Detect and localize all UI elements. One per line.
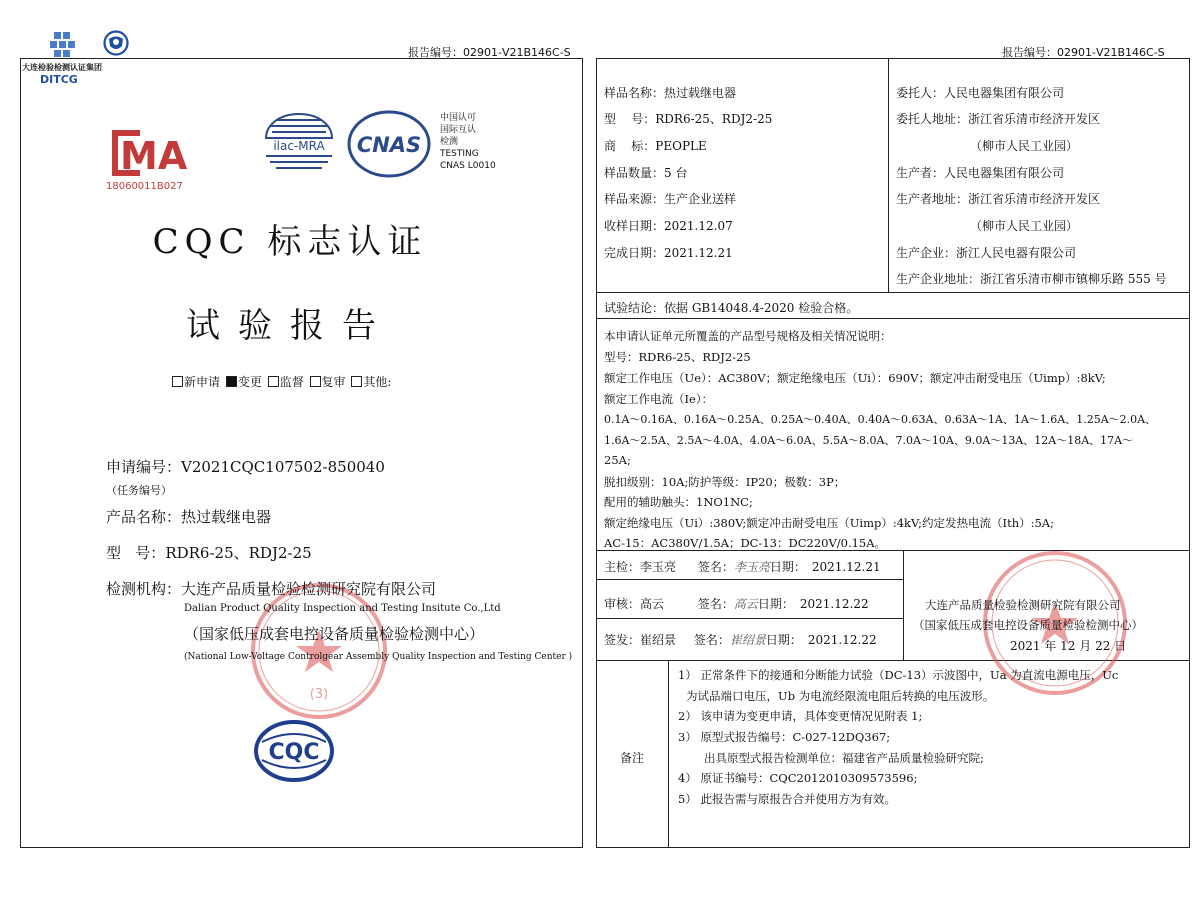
cnas-side-text: 中国认可 国际互认 检测 TESTING CNAS L0010 — [440, 113, 496, 171]
coverage-line: 0.1A～0.16A、0.16A～0.25A、0.25A～0.40A、0.40A～0.63A、0.63A～1A、1A～1.6A、1.25A～2.0A、 — [604, 413, 1157, 426]
remark-line: 1） 正常条件下的接通和分断能力试验（DC-13）示波图中，Ua 为直流电源电压，Uc — [678, 668, 1119, 682]
remark-line: 2） 该申请为变更申请，具体变更情况见附表 1; — [678, 709, 923, 723]
checkbox-new — [172, 376, 183, 387]
client-row: 委托人地址：浙江省乐清市经济开发区 — [896, 112, 1101, 126]
client-row: 委托人：人民电器集团有限公司 — [896, 86, 1065, 100]
checkbox-supervision — [268, 376, 279, 387]
org-name-small: 大连检验检测认证集团 — [22, 63, 102, 72]
coverage-line: AC-15：AC380V/1.5A；DC-13：DC220V/0.15A。 — [604, 536, 887, 550]
coverage-line: 额定绝缘电压（Ui）:380V;额定冲击耐受电压（Uimp）:4kV;约定发热电流（Ith）:5A; — [604, 516, 1054, 530]
sample-row: 商 标：PEOPLE — [604, 139, 707, 153]
coverage-line: 1.6A～2.5A、2.5A～4.0A、4.0A～6.0A、5.5A～8.0A、7.0A～10A、9.0A～13A、12A～18A、17A～ — [604, 434, 1134, 447]
remark-line: 为试品端口电压，Ub 为电流经限流电阻后转换的电压波形。 — [686, 689, 995, 703]
remark-line: 3） 原型式报告编号：C-027-12DQ367; — [678, 730, 891, 744]
red-stamp-left — [248, 580, 390, 722]
cma-number: 18060011B027 — [106, 181, 183, 192]
sample-row: 收样日期：2021.12.07 — [604, 219, 733, 233]
signature-row: 审核：高云 签名：高云日期： 2021.12.22 — [604, 597, 869, 611]
globe-icon — [103, 30, 129, 56]
report-number-right: 报告编号：02901-V21B146C-S — [1002, 46, 1165, 59]
issuing-center: （国家低压成套电控设备质量检验检测中心） — [913, 618, 1143, 632]
sample-row: 样品数量：5 台 — [604, 166, 688, 180]
institution-center: （国家低压成套电控设备质量检验检测中心） — [184, 625, 485, 643]
coverage-line: 额定工作电流（Ie）： — [604, 392, 714, 406]
coverage-line: 配用的辅助触头：1NO1NC; — [604, 495, 753, 509]
sample-row: 型 号：RDR6-25、RDJ2-25 — [604, 112, 773, 126]
coverage-line: 25A; — [604, 453, 631, 467]
remarks-label: 备注 — [620, 751, 645, 765]
report-subtitle: 试验报告 — [186, 306, 394, 346]
application-number: V2021CQC107502-850040 — [181, 458, 385, 476]
cnas-logo-text: CNAS — [356, 133, 422, 157]
model-row: 型 号：RDR6-25、RDJ2-25 — [106, 544, 312, 562]
org-abbreviation: DITCG — [40, 73, 78, 86]
product-name-row: 产品名称：热过载继电器 — [106, 508, 272, 526]
checkbox-change — [226, 376, 237, 387]
remark-line: 出具原型式报告检测单位：福建省产品质量检验研究院; — [704, 751, 984, 765]
report-number: 报告编号：02901-V21B146C-S — [408, 46, 571, 59]
signature-handwriting: 高云 — [733, 597, 758, 611]
task-number-label: （任务编号） — [106, 484, 172, 497]
institution-name: 大连产品质量检验检测研究院有限公司 — [181, 580, 437, 598]
cqc-logo — [252, 718, 336, 784]
checkbox-other — [351, 376, 362, 387]
sample-row: 样品来源：生产企业送样 — [604, 192, 737, 206]
signature-handwriting: 崔绍景 — [729, 633, 766, 647]
coverage-line: 脱扣级别：10A;防护等级：IP20；极数：3P； — [604, 475, 846, 489]
product-name: 热过载继电器 — [181, 508, 272, 526]
ilac-text: ilac-MRA — [273, 139, 325, 153]
sample-row: 样品名称：热过载继电器 — [604, 86, 737, 100]
ilac-mra-logo — [258, 108, 340, 180]
cma-logo-text: MA — [120, 134, 188, 178]
signature-row: 主检：李玉亮 签名：李玉亮日期： 2021.12.21 — [604, 560, 881, 574]
checkbox-review — [310, 376, 321, 387]
cqc-logo-text: CQC — [268, 740, 320, 765]
client-row: （柳市人民工业园） — [970, 139, 1079, 153]
report-title: CQC 标志认证 — [152, 222, 428, 262]
coverage-line: 本申请认证单元所覆盖的产品型号规格及相关情况说明： — [604, 329, 892, 343]
institution-english: Dalian Product Quality Inspection and Testing Insitute Co.,Ltd — [184, 603, 501, 614]
client-row: 生产企业：浙江人民电器有限公司 — [896, 246, 1077, 260]
application-number-row: 申请编号：V2021CQC107502-850040 — [106, 458, 385, 476]
institution-row: 检测机构：大连产品质量检验检测研究院有限公司 — [106, 580, 437, 598]
client-row: 生产者：人民电器集团有限公司 — [896, 166, 1065, 180]
client-row: 生产者地址：浙江省乐清市经济开发区 — [896, 192, 1101, 206]
issuing-org: 大连产品质量检验检测研究院有限公司 — [925, 598, 1121, 612]
model: RDR6-25、RDJ2-25 — [165, 544, 312, 562]
institution-center-english: (National Low-Voltage Controlgear Assembly Quality Inspection and Testing Center ) — [184, 652, 573, 662]
signature-handwriting: 李玉亮 — [733, 560, 770, 574]
cnas-logo — [343, 108, 435, 180]
remark-line: 5） 此报告需与原报告合并使用方为有效。 — [678, 792, 896, 806]
svg-text:(3): (3) — [309, 687, 329, 702]
client-row: 生产企业地址：浙江省乐清市柳市镇柳乐路 555 号 — [896, 272, 1167, 286]
remark-line: 4） 原证书编号：CQC2012010309573596; — [678, 771, 918, 785]
client-row: （柳市人民工业园） — [970, 219, 1079, 233]
coverage-line: 型号：RDR6-25、RDJ2-25 — [604, 350, 751, 364]
sample-row: 完成日期：2021.12.21 — [604, 246, 733, 260]
signature-row: 签发：崔绍景 签名：崔绍景日期： 2021.12.22 — [604, 633, 877, 647]
application-type-options: 新申请 变更 监督 复审 其他: — [170, 373, 391, 390]
test-conclusion: 试验结论：依据 GB14048.4-2020 检验合格。 — [604, 301, 859, 315]
coverage-line: 额定工作电压（Ue）：AC380V；额定绝缘电压（Ui）：690V；额定冲击耐受电压（Uimp）:8kV; — [604, 371, 1106, 385]
issue-date: 2021 年 12 月 22 日 — [1010, 639, 1127, 653]
